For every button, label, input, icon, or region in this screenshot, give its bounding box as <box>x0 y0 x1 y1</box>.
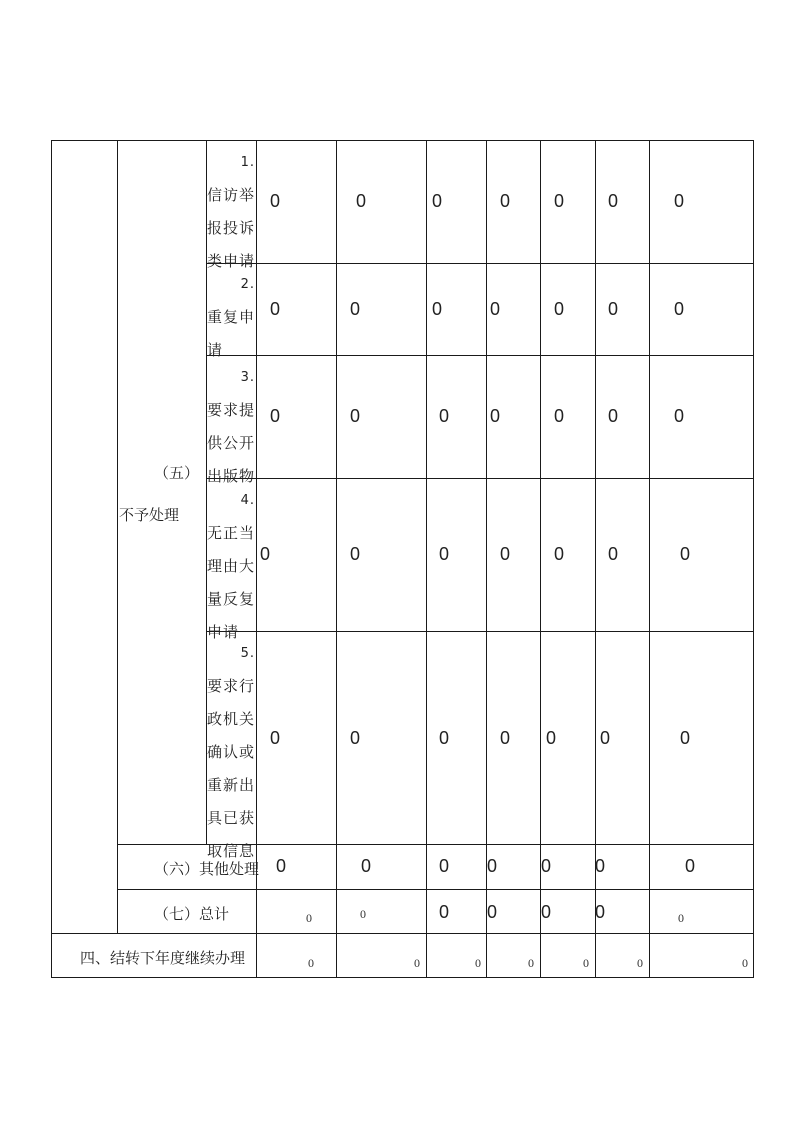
value-cell: 0 <box>475 956 481 970</box>
value-cell: 0 <box>554 299 565 319</box>
section-six-label: （六）其他处理 <box>154 860 260 878</box>
col-divider <box>595 140 596 978</box>
value-cell: 0 <box>674 406 685 426</box>
value-cell: 0 <box>500 191 511 211</box>
value-cell: 0 <box>270 406 281 426</box>
value-cell: 0 <box>674 191 685 211</box>
value-cell: 0 <box>680 544 691 564</box>
value-cell: 0 <box>487 902 498 922</box>
value-cell: 0 <box>637 956 643 970</box>
value-cell: 0 <box>270 299 281 319</box>
data-table <box>51 140 754 978</box>
value-cell: 0 <box>595 856 606 876</box>
row-divider <box>117 889 754 890</box>
value-cell: 0 <box>541 902 552 922</box>
value-cell: 0 <box>361 856 372 876</box>
value-cell: 0 <box>270 191 281 211</box>
section-five-label: 不予处理 <box>119 506 180 524</box>
value-cell: 0 <box>490 299 501 319</box>
value-cell: 0 <box>608 299 619 319</box>
value-cell: 0 <box>554 544 565 564</box>
value-cell: 0 <box>439 902 450 922</box>
category-label <box>207 361 257 493</box>
value-cell: 0 <box>414 956 420 970</box>
value-cell: 0 <box>260 544 271 564</box>
value-cell: 0 <box>528 956 534 970</box>
value-cell: 0 <box>554 191 565 211</box>
category-label <box>207 637 257 868</box>
category-text: 重复申请 <box>207 308 256 359</box>
value-cell: 0 <box>350 544 361 564</box>
value-cell: 0 <box>350 299 361 319</box>
value-cell: 0 <box>583 956 589 970</box>
category-text: 要求提供公开出版物 <box>207 401 256 485</box>
value-cell: 0 <box>276 856 287 876</box>
category-label <box>207 268 257 367</box>
value-cell: 0 <box>432 299 443 319</box>
col-divider <box>486 140 487 978</box>
value-cell: 0 <box>608 191 619 211</box>
value-cell: 0 <box>541 856 552 876</box>
category-number: 5. <box>240 646 255 661</box>
value-cell: 0 <box>608 544 619 564</box>
value-cell: 0 <box>674 299 685 319</box>
row-divider <box>206 478 754 479</box>
value-cell: 0 <box>600 728 611 748</box>
value-cell: 0 <box>306 911 312 925</box>
value-cell: 0 <box>439 406 450 426</box>
value-cell: 0 <box>439 856 450 876</box>
category-text: 无正当理由大量反复申请 <box>207 524 256 641</box>
row-divider <box>206 631 754 632</box>
category-label <box>207 484 257 649</box>
value-cell: 0 <box>678 911 684 925</box>
value-cell: 0 <box>500 728 511 748</box>
section-seven-label: （七）总计 <box>154 905 230 923</box>
section-five-paren: （五） <box>154 464 200 482</box>
value-cell: 0 <box>554 406 565 426</box>
value-cell: 0 <box>487 856 498 876</box>
value-cell: 0 <box>439 544 450 564</box>
row-divider <box>206 355 754 356</box>
value-cell: 0 <box>270 728 281 748</box>
table-border-left <box>51 140 52 978</box>
value-cell: 0 <box>546 728 557 748</box>
category-text: 信访举报投诉类申请 <box>207 186 256 270</box>
value-cell: 0 <box>432 191 443 211</box>
category-number: 2. <box>240 277 255 292</box>
value-cell: 0 <box>308 956 314 970</box>
value-cell: 0 <box>350 728 361 748</box>
value-cell: 0 <box>742 956 748 970</box>
carry-over-label: 四、结转下年度继续办理 <box>80 949 246 967</box>
col-divider <box>649 140 650 978</box>
category-number: 4. <box>240 493 255 508</box>
col-divider <box>540 140 541 978</box>
category-number: 3. <box>240 370 255 385</box>
value-cell: 0 <box>595 902 606 922</box>
table-border-right <box>753 140 754 978</box>
value-cell: 0 <box>439 728 450 748</box>
value-cell: 0 <box>500 544 511 564</box>
value-cell: 0 <box>608 406 619 426</box>
category-number: 1. <box>240 155 255 170</box>
value-cell: 0 <box>350 406 361 426</box>
col-divider <box>426 140 427 978</box>
category-label <box>207 146 257 278</box>
col-divider <box>117 140 118 933</box>
value-cell: 0 <box>356 191 367 211</box>
col-divider <box>336 140 337 978</box>
row-divider <box>206 263 754 264</box>
value-cell: 0 <box>490 406 501 426</box>
value-cell: 0 <box>680 728 691 748</box>
value-cell: 0 <box>360 907 366 921</box>
category-text: 要求行政机关确认或重新出具已获取信息 <box>207 677 256 860</box>
value-cell: 0 <box>685 856 696 876</box>
